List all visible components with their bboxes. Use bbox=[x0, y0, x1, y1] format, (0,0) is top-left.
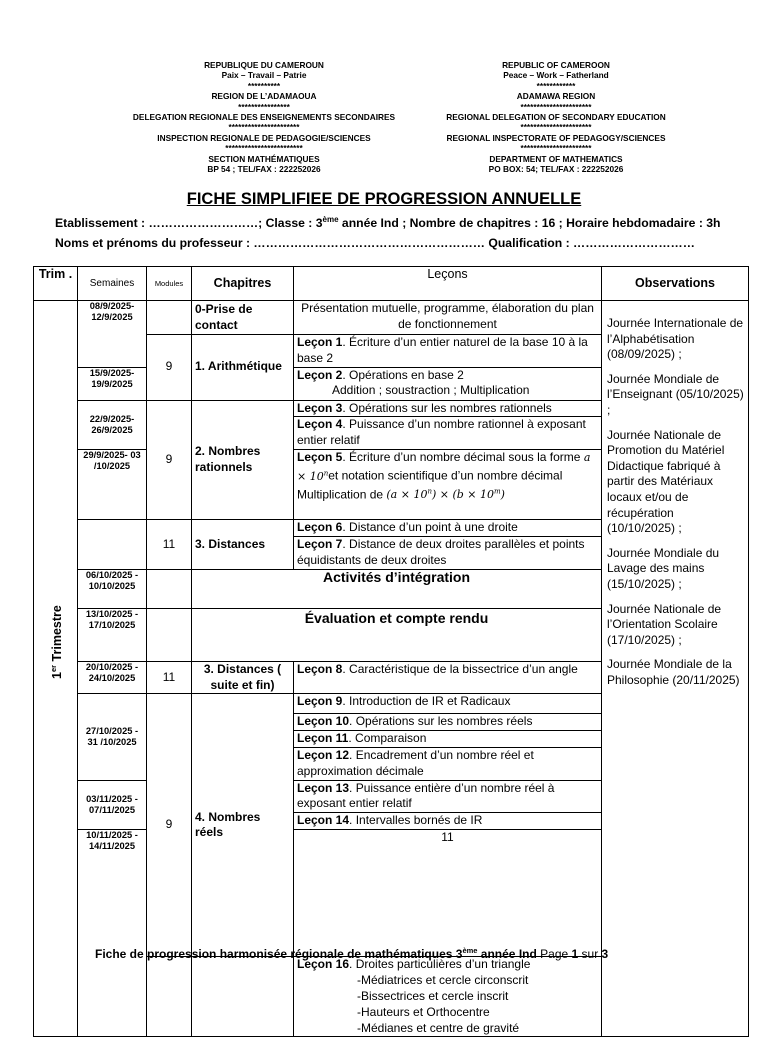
trimester-label: 1er Trimestre bbox=[48, 604, 64, 679]
lesson-cell: Leçon 2. Opérations en base 2 Addition ; soustraction ; Multiplication bbox=[294, 367, 602, 400]
week-cell bbox=[78, 520, 147, 569]
week-cell: 10/11/2025 - 14/11/2025 bbox=[78, 829, 147, 1036]
lesson-subitem: -Hauteurs et Orthocentre bbox=[357, 1004, 490, 1019]
week-cell: 22/9/2025- 26/9/2025 bbox=[78, 400, 147, 450]
header-line: ********************** bbox=[228, 122, 300, 133]
header-line: ********************** bbox=[520, 122, 592, 133]
header-right bbox=[440, 60, 672, 174]
header-line: DEPARTMENT OF MATHEMATICS bbox=[489, 153, 623, 164]
module-cell bbox=[147, 608, 192, 661]
lesson-cell: Leçon 12. Encadrement d’un nombre réel et approximation décimale bbox=[294, 747, 602, 780]
header-line: Peace – Work – Fatherland bbox=[503, 70, 609, 81]
observation-item: Journée Nationale de Promotion du Matériel Didactique fabriqué à partir des Matériaux locaux et/ou de récupération (10/10/2025) ; bbox=[607, 427, 725, 536]
module-cell: 9 bbox=[147, 694, 192, 957]
week-cell: 27/10/2025 - 31 /10/2025 bbox=[78, 694, 147, 780]
trimester-cell bbox=[34, 301, 78, 1037]
header-line: **************** bbox=[238, 101, 290, 112]
teacher-line: Noms et prénoms du professeur : ………………………………………………… Qualification : ………………………… bbox=[55, 236, 695, 250]
header-line: REPUBLIC OF CAMEROON bbox=[502, 60, 610, 70]
observations-cell bbox=[602, 301, 749, 1037]
footer-text: Fiche de progression harmonisée régionale de mathématiques 3 bbox=[95, 947, 463, 961]
header-line: SECTION MATHÉMATIQUES bbox=[208, 153, 320, 164]
establishment-line bbox=[55, 215, 721, 230]
class-superscript: ème bbox=[322, 215, 339, 224]
module-cell: 9 bbox=[147, 335, 192, 401]
module-cell bbox=[147, 301, 192, 335]
lesson-cell: Présentation mutuelle, programme, élaboration du plan de fonctionnement bbox=[294, 301, 602, 335]
header-line: BP 54 ; TEL/FAX : 222252026 bbox=[207, 164, 321, 175]
observation-item: Journée Nationale de l’Orientation Scolaire (17/10/2025) ; bbox=[607, 601, 722, 647]
module-cell: 11 bbox=[147, 520, 192, 569]
page-footer bbox=[95, 946, 608, 961]
observation-item: Journée Mondiale de la Philosophie (20/11/2025) bbox=[607, 657, 740, 687]
header-weeks: Semaines bbox=[78, 267, 147, 301]
lesson-cell: Leçon 9. Introduction de IR et Radicaux bbox=[294, 694, 602, 714]
lesson-subitem: -Médianes et centre de gravité bbox=[357, 1020, 520, 1035]
lesson-cell: Leçon 14. Intervalles bornés de IR bbox=[294, 813, 602, 830]
footer-page-number: 1 bbox=[571, 947, 579, 961]
class-info-text: année Ind ; Nombre de chapitres : 16 ; Horaire hebdomadaire : 3h bbox=[338, 216, 721, 231]
lesson-cell: Leçon 16. Droites particulières d’un triangle -Médiatrices et cercle circonscrit -Bissectrices et cercle inscrit -Hauteurs et Orthocentre -Médianes et centre de gravité bbox=[294, 957, 602, 1037]
header-line: Paix – Travail – Patrie bbox=[221, 70, 307, 81]
page-title: FICHE SIMPLIFIEE DE PROGRESSION ANNUELLE bbox=[186, 190, 582, 208]
lesson-cell: Leçon 8. Caractéristique de la bissectrice d’un angle bbox=[294, 661, 602, 694]
header-chapters: Chapitres bbox=[192, 267, 294, 301]
formula-product: $(a \times 10^n) \times (b \times 10^m)$ bbox=[386, 487, 505, 502]
header-trim: Trim . bbox=[34, 267, 78, 301]
chapter-cell: 2. Nombres rationnels bbox=[192, 400, 294, 520]
week-cell: 03/11/2025 - 07/11/2025 bbox=[78, 780, 147, 829]
footer-superscript: ème bbox=[462, 946, 478, 955]
observation-item: Journée Mondiale du Lavage des mains (15/10/2025) ; bbox=[607, 545, 720, 591]
lesson-cell: Leçon 5. Écriture d’un nombre décimal sous la forme $a \times 10^net$ notation scientifique d’un nombre décimal Multiplication de $(a \times 10^n) \times (b \times 10^m)$ bbox=[294, 450, 602, 520]
week-cell: 29/9/2025- 03 /10/2025 bbox=[78, 450, 147, 520]
header-lessons: Leçons bbox=[294, 267, 602, 301]
lesson-cell: Leçon 6. Distance d’un point à une droite bbox=[294, 520, 602, 537]
header-line: ************ bbox=[536, 80, 576, 91]
chapter-cell bbox=[192, 957, 294, 1037]
table-row bbox=[34, 301, 749, 335]
header-line: ********************** bbox=[520, 143, 592, 154]
chapter-cell: 0-Prise de contact bbox=[192, 301, 294, 335]
lesson-cell: Leçon 3. Opérations sur les nombres rationnels bbox=[294, 400, 602, 417]
week-cell: 15/9/2025- 19/9/2025 bbox=[78, 367, 147, 400]
header-left bbox=[128, 60, 400, 174]
footer-class: année Ind bbox=[477, 947, 541, 961]
chapter-cell: 4. Nombres réels bbox=[192, 694, 294, 957]
header-modules: Modules bbox=[147, 267, 192, 301]
table-header-row bbox=[34, 267, 749, 301]
evaluation-report: Évaluation et compte rendu bbox=[192, 608, 602, 661]
header-observations: Observations bbox=[602, 267, 749, 301]
week-cell: 08/9/2025- 12/9/2025 bbox=[78, 301, 147, 368]
module-cell bbox=[147, 569, 192, 608]
lesson-subitem: -Bissectrices et cercle inscrit bbox=[357, 988, 509, 1003]
chapter-cell: 3. Distances ( suite et fin) bbox=[192, 661, 294, 694]
header-line: DELEGATION REGIONALE DES ENSEIGNEMENTS SECONDAIRES bbox=[132, 112, 396, 123]
footer-sur: sur bbox=[578, 947, 602, 961]
chapter-cell: 1. Arithmétique bbox=[192, 335, 294, 401]
header-line: REGION DE L’ADAMAOUA bbox=[211, 91, 317, 102]
chapter-cell: 3. Distances bbox=[192, 520, 294, 569]
footer-page-total: 3 bbox=[601, 947, 609, 961]
module-cell: 11 bbox=[294, 829, 602, 956]
week-cell: 20/10/2025 - 24/10/2025 bbox=[78, 661, 147, 694]
header-line: REGIONAL INSPECTORATE OF PEDAGOGY/SCIENCES bbox=[446, 132, 666, 143]
week-cell: 06/10/2025 - 10/10/2025 bbox=[78, 569, 147, 608]
formula-a-times-10n: $a \times 10^n$ bbox=[297, 451, 591, 483]
module-cell: 11 bbox=[147, 661, 192, 694]
observation-item: Journée Mondiale de l’Enseignant (05/10/2025) ; bbox=[607, 371, 744, 417]
integration-activities: Activités d’intégration bbox=[192, 569, 602, 608]
header-line: ********************** bbox=[520, 101, 592, 112]
observation-item: Journée Internationale de l’Alphabétisation (08/09/2025) ; bbox=[607, 316, 744, 362]
header-line: ********** bbox=[247, 80, 281, 91]
lesson-cell: Leçon 10. Opérations sur les nombres réels bbox=[294, 714, 602, 731]
lesson-subitem: -Médiatrices et cercle circonscrit bbox=[357, 973, 529, 988]
header-line: REPUBLIQUE DU CAMEROUN bbox=[204, 60, 324, 70]
header-line: ADAMAWA REGION bbox=[516, 91, 596, 102]
header-line: REGIONAL DELEGATION OF SECONDARY EDUCATION bbox=[446, 112, 666, 123]
header-line: PO BOX: 54; TEL/FAX : 222252026 bbox=[488, 164, 624, 175]
lesson-cell: Leçon 7. Distance de deux droites parallèles et points équidistants de deux droites bbox=[294, 537, 602, 570]
lesson-cell: Leçon 13. Puissance entière d’un nombre réel à exposant entier relatif bbox=[294, 780, 602, 813]
lesson-cell: Leçon 1. Écriture d’un entier naturel de la base 10 à la base 2 bbox=[294, 335, 602, 368]
header-line: INSPECTION REGIONALE DE PEDAGOGIE/SCIENCES bbox=[157, 132, 371, 143]
module-cell: 9 bbox=[147, 400, 192, 520]
lesson-cell: Leçon 11. Comparaison bbox=[294, 731, 602, 748]
module-cell bbox=[147, 957, 192, 1037]
establishment-text: Etablissement : ………………………; Classe : 3 bbox=[55, 216, 323, 231]
header-line: ************************ bbox=[225, 143, 303, 154]
footer-page-word: Page bbox=[540, 947, 572, 961]
lesson-cell: Leçon 4. Puissance d’un nombre rationnel à exposant entier relatif bbox=[294, 417, 602, 450]
week-cell: 13/10/2025 - 17/10/2025 bbox=[78, 608, 147, 661]
progression-table bbox=[33, 266, 749, 1037]
